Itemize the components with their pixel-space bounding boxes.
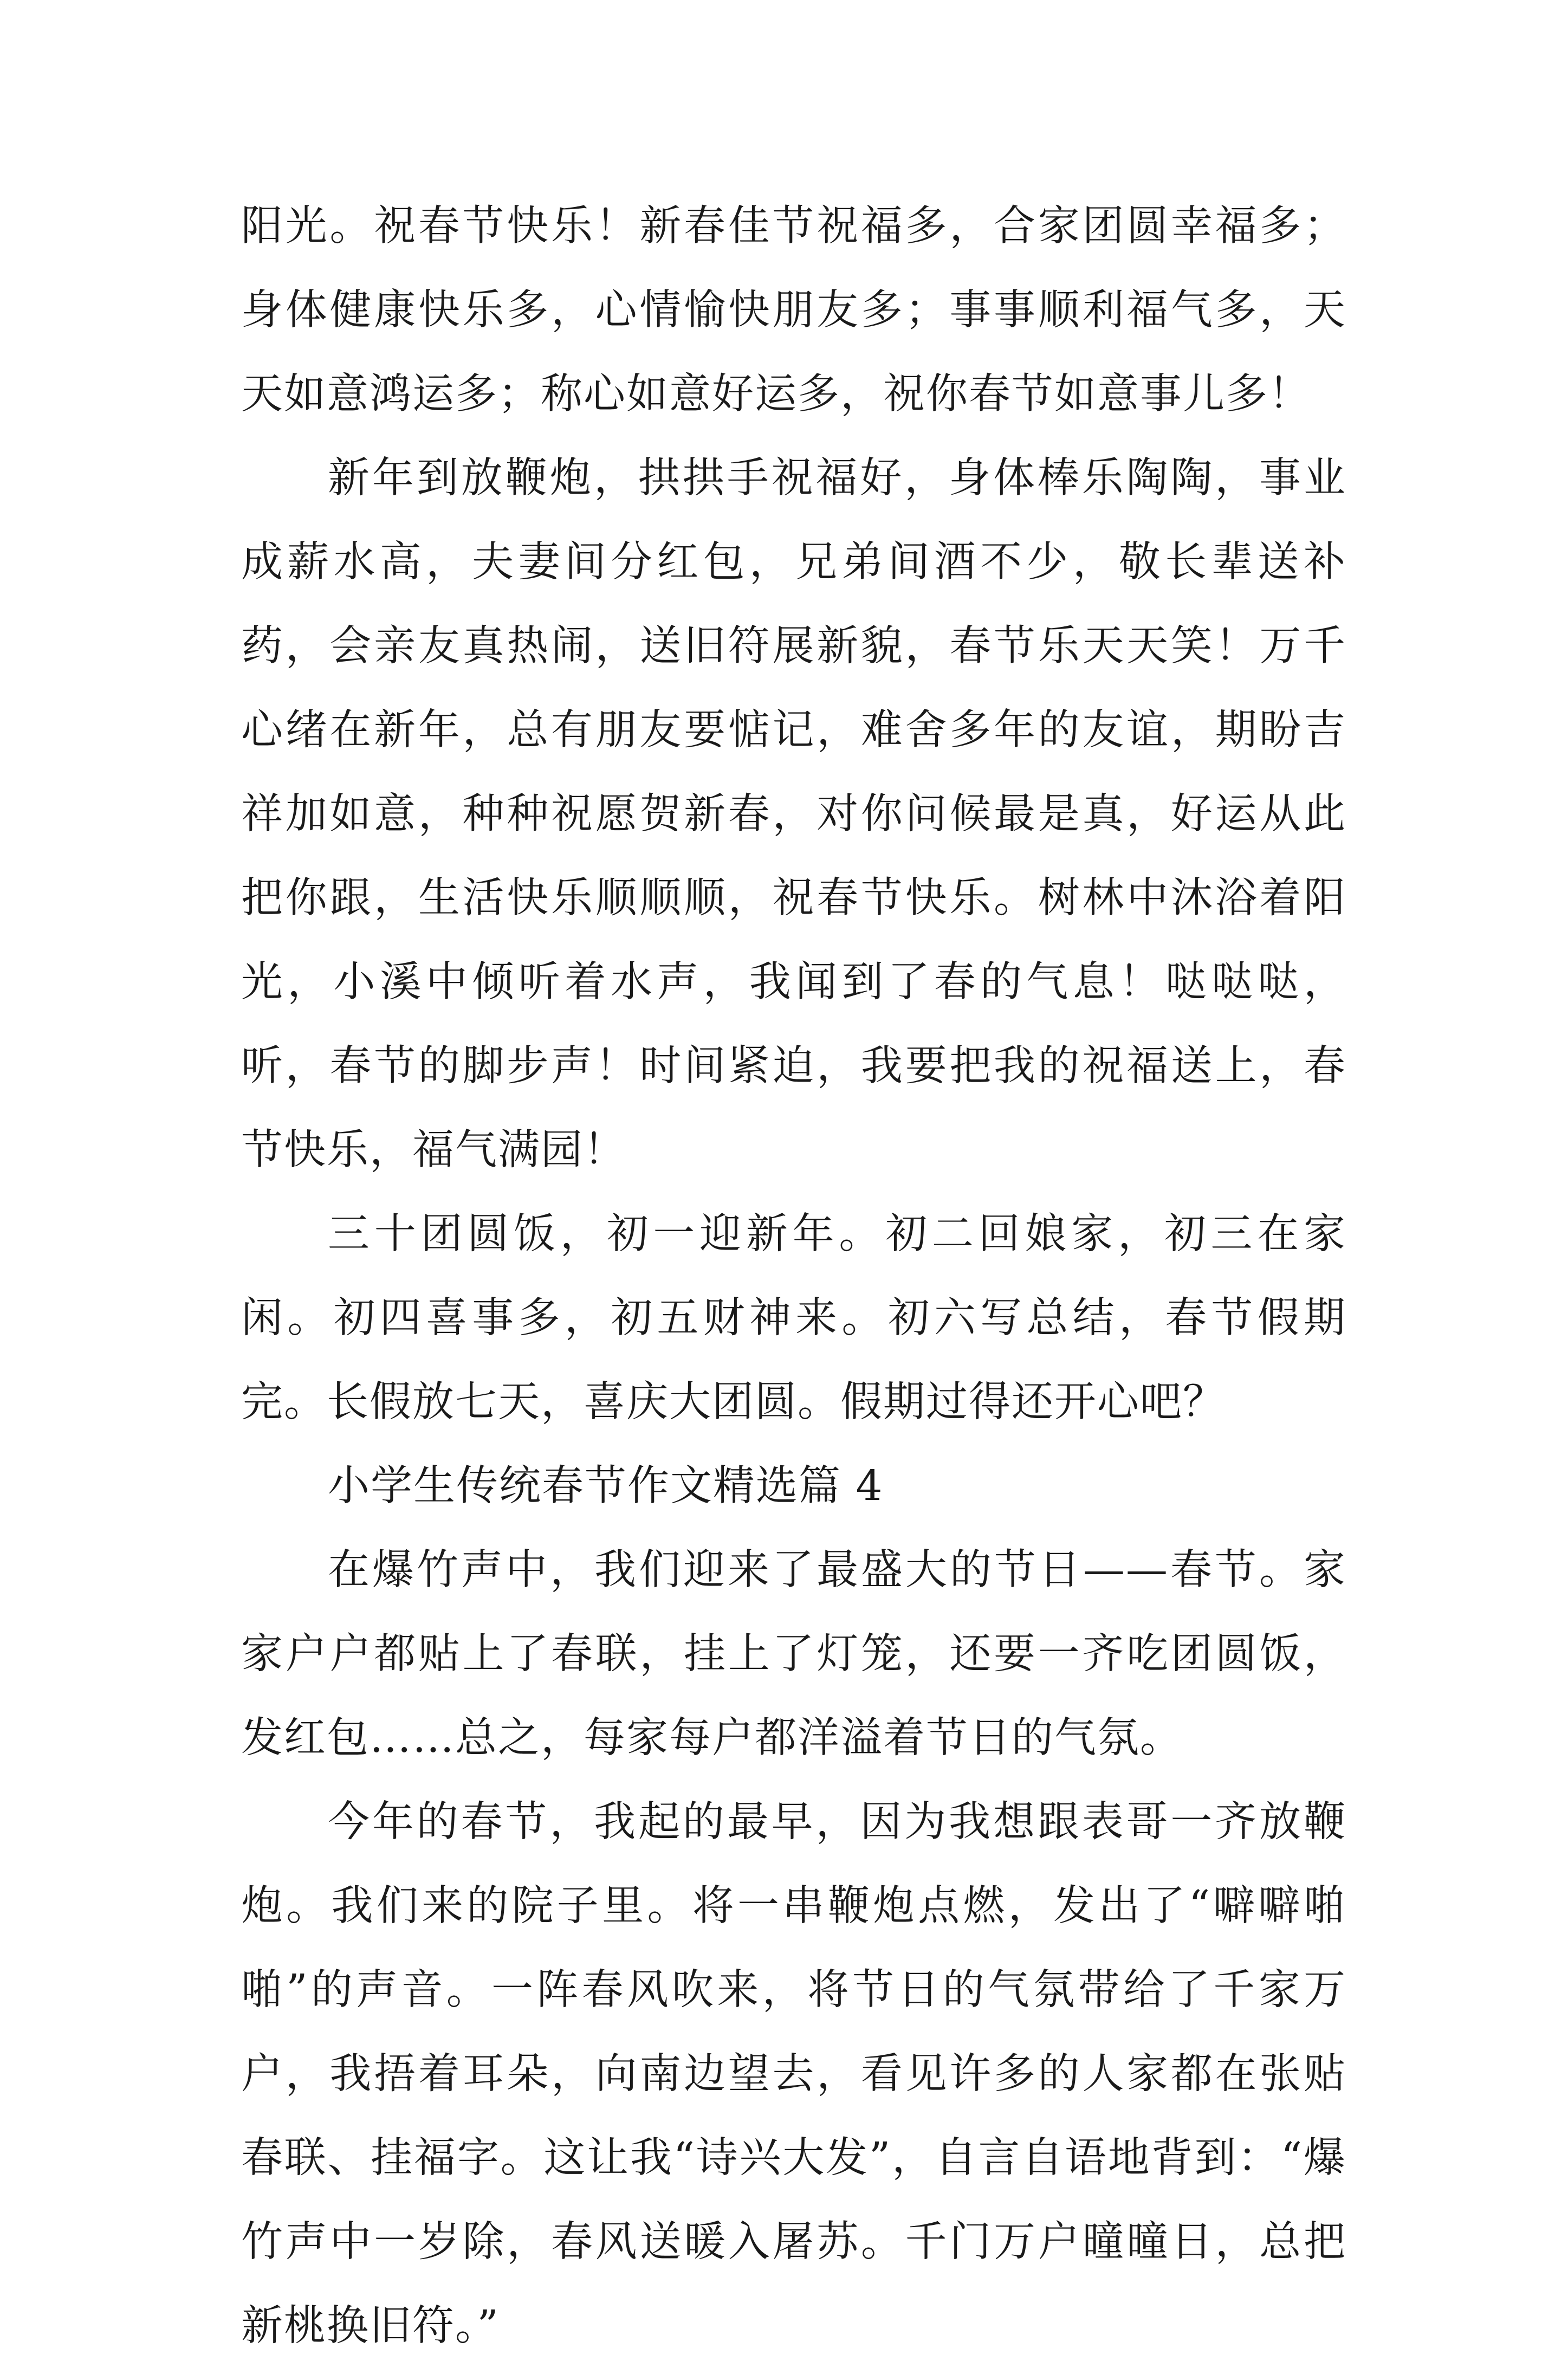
paragraph-4: 在爆竹声中，我们迎来了最盛大的节日——春节。家家户户都贴上了春联，挂上了灯笼，还要一齐吃团圆饭，发红包……总之，每家每户都洋溢着节日的气氛。 <box>241 1546 1346 1762</box>
paragraph-5: 今年的春节，我起的最早，因为我想跟表哥一齐放鞭炮。我们来的院子里。将一串鞭炮点燃，发出了“噼噼啪啪”的声音。一阵春风吹来，将节日的气氛带给了千家万户，我捂着耳朵，向南边望去，看见许多的人家都在张贴春联、挂福字。这让我“诗兴大发”，自言自语地背到：“爆竹声中一岁除，春风送暖入屠苏。千门万户曈曈日，总把新桃换旧符。” <box>241 1798 1346 2350</box>
paragraph-1: 阳光。祝春节快乐！新春佳节祝福多，合家团圆幸福多；身体健康快乐多，心情愉快朋友多；事事顺利福气多，天天如意鸿运多；称心如意好运多，祝你春节如意事儿多！ <box>241 202 1346 418</box>
section-heading: 小学生传统春节作文精选篇 4 <box>328 1462 884 1510</box>
paragraph-2: 新年到放鞭炮，拱拱手祝福好，身体棒乐陶陶，事业成薪水高，夫妻间分红包，兄弟间酒不少，敬长辈送补药，会亲友真热闹，送旧符展新貌，春节乐天天笑！万千心绪在新年，总有朋友要惦记，难舍多年的友谊，期盼吉祥加如意，种种祝愿贺新春，对你问候最是真，好运从此把你跟，生活快乐顺顺顺，祝春节快乐。树林中沐浴着阳光，小溪中倾听着水声，我闻到了春的气息！哒哒哒，听，春节的脚步声！时间紧迫，我要把我的祝福送上，春节快乐，福气满园！ <box>241 454 1346 1174</box>
document-body <box>241 184 1346 2368</box>
paragraph-3: 三十团圆饭，初一迎新年。初二回娘家，初三在家闲。初四喜事多，初五财神来。初六写总结，春节假期完。长假放七天，喜庆大团圆。假期过得还开心吧？ <box>241 1210 1346 1426</box>
